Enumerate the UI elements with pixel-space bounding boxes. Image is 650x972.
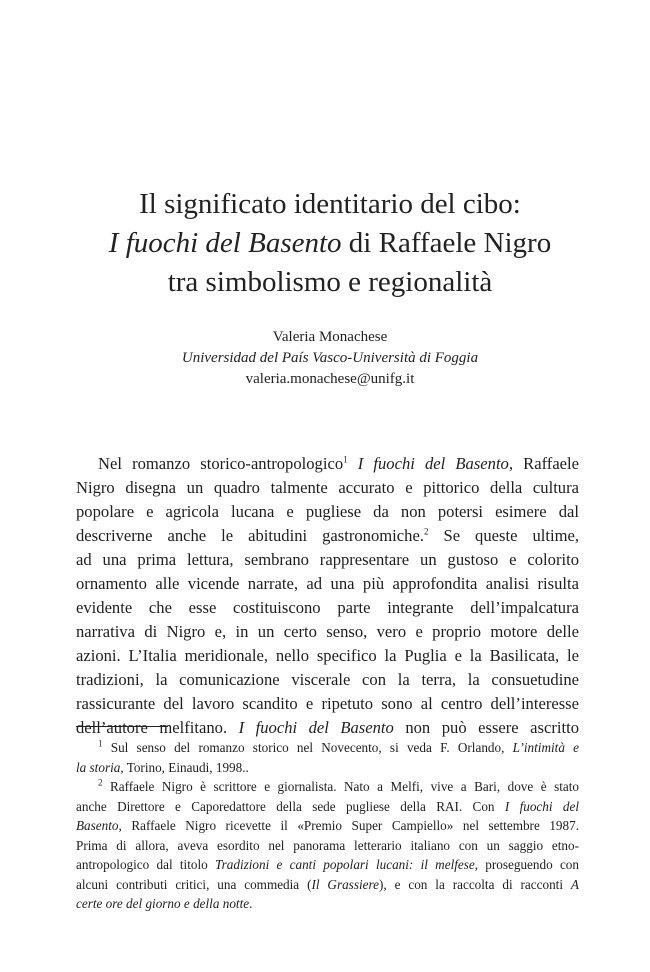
text: descriverne anche le abitudini gastronomiche. xyxy=(76,526,424,545)
title-line-3: tra simbolismo e regionalità xyxy=(167,266,493,298)
text: dell’autore melfitano. xyxy=(76,718,239,737)
body-line: ad una prima lettura, sembrano rappresentare un gustoso e colorito xyxy=(76,550,579,569)
title-book-name: I fuochi del Basento xyxy=(108,227,342,259)
book-title: Tradizioni e canti popolari lucani: il melfese xyxy=(215,857,475,872)
footnote-2 xyxy=(76,777,579,797)
text: alcuni contributi critici, una commedia ( xyxy=(76,876,312,892)
text: anche Direttore e Caporedattore della sede pugliese della RAI. Con xyxy=(76,798,505,814)
text: non può essere ascritto xyxy=(393,718,579,737)
footnote-line xyxy=(76,758,579,778)
body-line xyxy=(76,452,579,476)
article-title xyxy=(60,185,600,302)
book-title: L’intimità e xyxy=(512,740,579,755)
footnote-ref-2[interactable]: 2 xyxy=(423,526,429,537)
text: antropologico dal titolo xyxy=(76,857,216,872)
book-title: certe ore del giorno e della notte xyxy=(76,896,250,911)
text: . xyxy=(249,896,253,911)
title-line-2-rest: di Raffaele Nigro xyxy=(341,227,552,259)
footnote-ref-1[interactable]: 1 xyxy=(343,454,348,465)
body-line xyxy=(76,716,579,740)
body-line: popolare e agricola lucana e pugliese da non potersi esimere dal xyxy=(76,502,579,521)
footnote-line xyxy=(76,875,579,895)
text: Se queste ultime, xyxy=(428,526,579,545)
play-title: Il Grassiere xyxy=(311,876,379,892)
book-title: A xyxy=(570,876,579,892)
body-line: narrativa di Nigro e, in un certo senso, vero e proprio motore delle xyxy=(76,622,579,641)
text: , Raffaele xyxy=(508,454,580,473)
body-line: tradizioni, la comunicazione viscerale con la terra, la consuetudine xyxy=(76,670,579,689)
book-title: I fuochi del Basento xyxy=(347,454,509,473)
footnote-line xyxy=(76,855,579,875)
book-title: I fuochi del xyxy=(504,798,579,814)
body-paragraph xyxy=(76,452,579,740)
text: Nel romanzo storico-antropologico xyxy=(98,454,344,473)
author-block xyxy=(60,327,600,390)
book-title: I fuochi del Basento xyxy=(238,718,394,737)
footnote-number: 1 xyxy=(98,738,103,749)
author-affiliation: Universidad del País Vasco-Università di Foggia xyxy=(181,350,479,366)
footnote-line xyxy=(76,797,579,817)
text: Sul senso del romanzo storico nel Novecento, si veda F. Orlando, xyxy=(102,740,513,755)
book-title: Basento xyxy=(76,818,119,833)
footnote-1 xyxy=(76,738,579,758)
text: ), e con la raccolta di racconti xyxy=(378,876,571,892)
author-name: Valeria Monachese xyxy=(272,329,388,345)
footnote-line xyxy=(76,894,579,914)
text: , proseguendo con xyxy=(474,857,579,872)
body-line xyxy=(76,524,579,548)
body-line: rassicurante del lavoro scandito e ripetuto sono al centro dell’interesse xyxy=(76,694,579,713)
footnote-number: 2 xyxy=(98,777,103,788)
footnote-line: Prima di allora, aveva esordito nel panorama letterario italiano con un saggio etno- xyxy=(76,837,579,853)
author-email[interactable]: valeria.monachese@unifg.it xyxy=(245,371,415,387)
text: Raffaele Nigro è scrittore e giornalista. Nato a Melfi, vive a Bari, dove è stato xyxy=(102,779,579,794)
footnote-separator xyxy=(76,726,168,727)
body-line: azioni. L’Italia meridionale, nello specifico la Puglia e la Basilicata, le xyxy=(76,646,579,665)
book-title: la storia xyxy=(76,759,121,775)
footnotes xyxy=(76,738,579,914)
body-line: Nigro disegna un quadro talmente accurato e pittorico della cultura xyxy=(76,478,579,497)
body-line: ornamento alle vicende narrate, ad una più approfondita analisi risulta xyxy=(76,574,579,593)
body-line: evidente che esse costituiscono parte integrante dell’impalcatura xyxy=(76,598,579,617)
footnote-line xyxy=(76,816,579,836)
text: , Raffaele Nigro ricevette il «Premio Super Campiello» nel settembre 1987. xyxy=(118,818,579,833)
text: , Torino, Einaudi, 1998.. xyxy=(120,759,249,775)
title-line-1: Il significato identitario del cibo: xyxy=(139,188,521,220)
title-line-2 xyxy=(60,224,600,263)
